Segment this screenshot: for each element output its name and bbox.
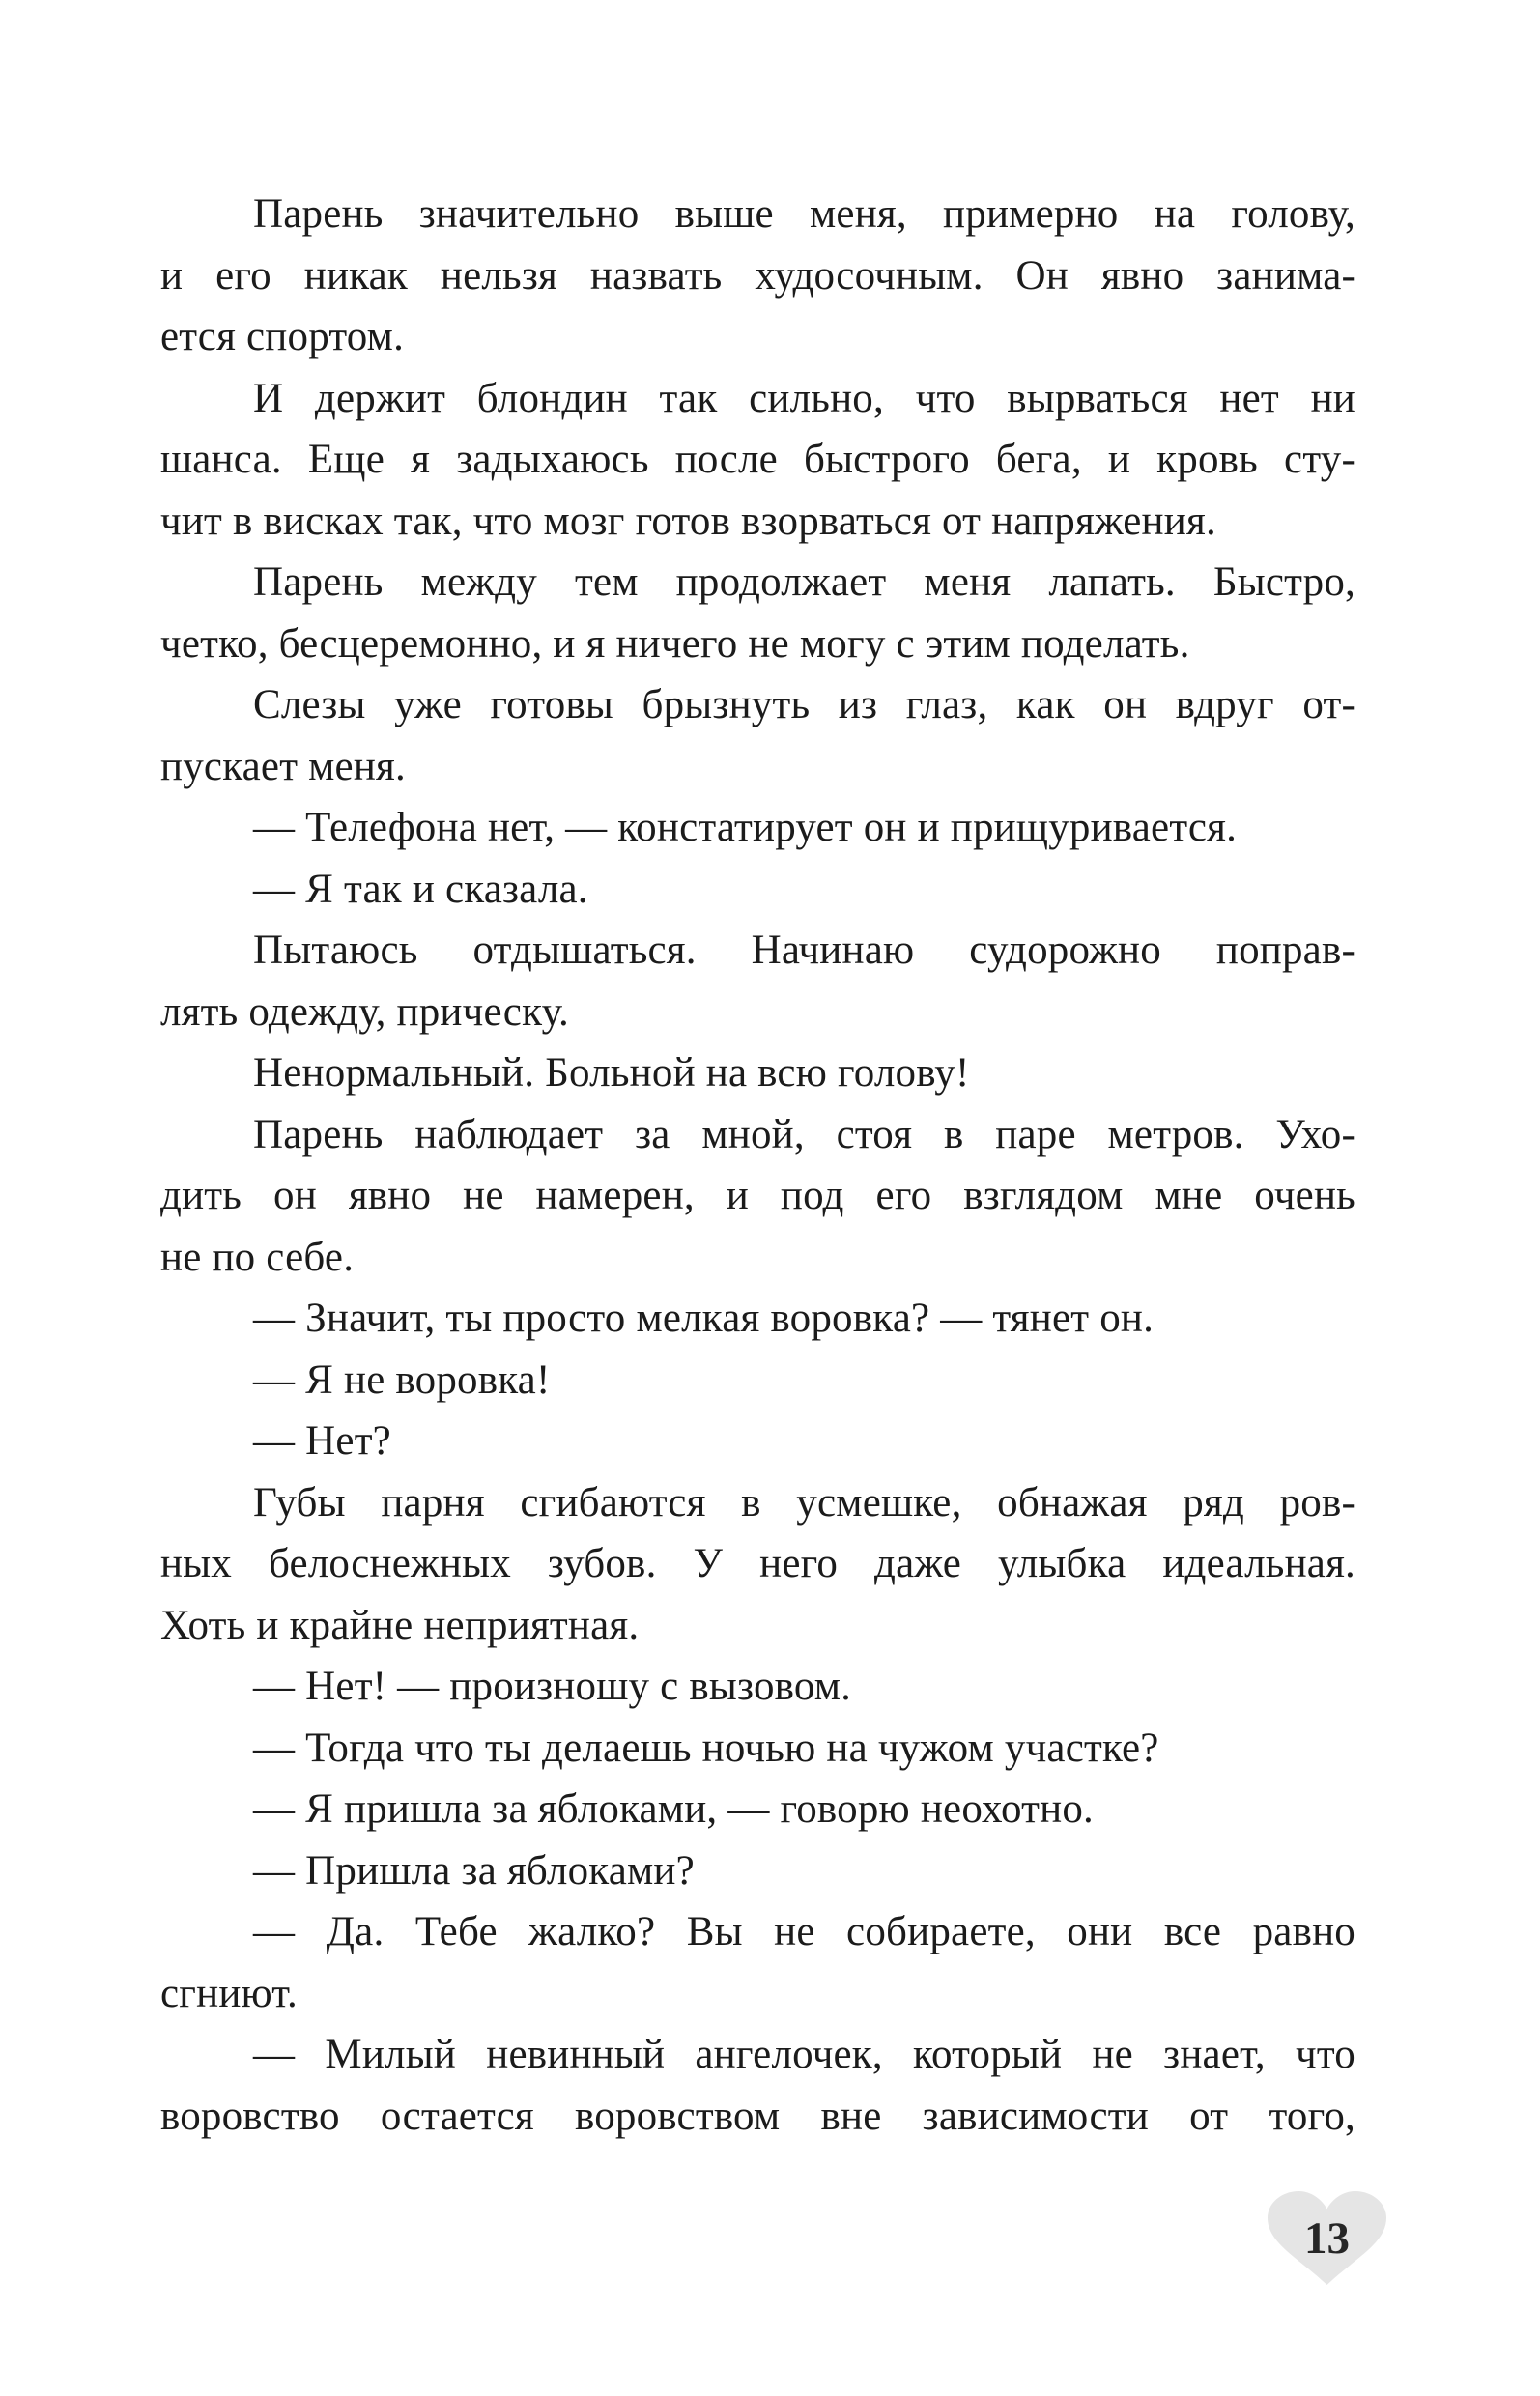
text-line: — Тогда что ты делаешь ночью на чужом участке? [253,1725,1159,1771]
text-line: Хоть и крайне неприятная. [160,1602,640,1648]
text-line: — Телефона нет, — констатирует он и прищуривается. [253,805,1238,850]
text-line: ется спортом. [160,314,405,359]
text-line: Парень наблюдает за мной, стоя в паре метров. Ухо- [253,1111,1355,1157]
text-line: — Значит, ты просто мелкая воровка? — тянет он. [253,1296,1155,1341]
page-text [160,184,1355,2147]
text-line: Парень значительно выше меня, примерно на голову, [253,191,1355,237]
text-line: шанса. Еще я задыхаюсь после быстрого бега, и кровь сту- [160,437,1355,482]
text-line: — Пришла за яблоками? [253,1847,695,1894]
text-line: — Я так и сказала. [253,866,588,912]
text-line: Губы парня сгибаются в усмешке, обнажая ряд ров- [253,1479,1355,1526]
text-line: Ненормальный. Больной на всю голову! [253,1050,970,1096]
page-number: 13 [1304,2213,1350,2264]
text-line: сгниют. [160,1970,299,2016]
text-line: и его никак нельзя назвать худосочным. Он явно занима- [160,252,1355,299]
page-number-badge [1268,2191,1386,2285]
text-line: — Нет! — произношу с вызовом. [253,1664,852,1709]
text-line: воровство остается воровством вне зависимости от того, [160,2093,1355,2139]
text-line: Парень между тем продолжает меня лапать. Быстро, [253,559,1355,605]
text-line: ных белоснежных зубов. У него даже улыбка идеальная. [160,1541,1355,1586]
text-line: Слезы уже готовы брызнуть из глаз, как он вдруг от- [253,682,1355,727]
text-line: лять одежду, прическу. [160,988,569,1035]
text-line: — Да. Тебе жалко? Вы не собираете, они все равно [253,1909,1355,1954]
text-line: — Нет? [253,1418,391,1464]
text-line: не по себе. [160,1234,355,1280]
text-line: Пытаюсь отдышаться. Начинаю судорожно поправ- [253,927,1355,973]
text-line: четко, бесцеремонно, и я ничего не могу с этим поделать. [160,620,1190,667]
text-line: — Я не воровка! [253,1356,551,1403]
text-line: чит в висках так, что мозг готов взорваться от напряжения. [160,498,1216,544]
text-line: — Милый невинный ангелочек, который не знает, что [253,2032,1355,2077]
text-line: дить он явно не намерен, и под его взглядом мне очень [160,1173,1355,1218]
text-line: И держит блондин так сильно, что вырваться нет ни [253,375,1355,421]
text-line: — Я пришла за яблоками, — говорю неохотно. [253,1786,1094,1832]
text-line: пускает меня. [160,743,406,789]
